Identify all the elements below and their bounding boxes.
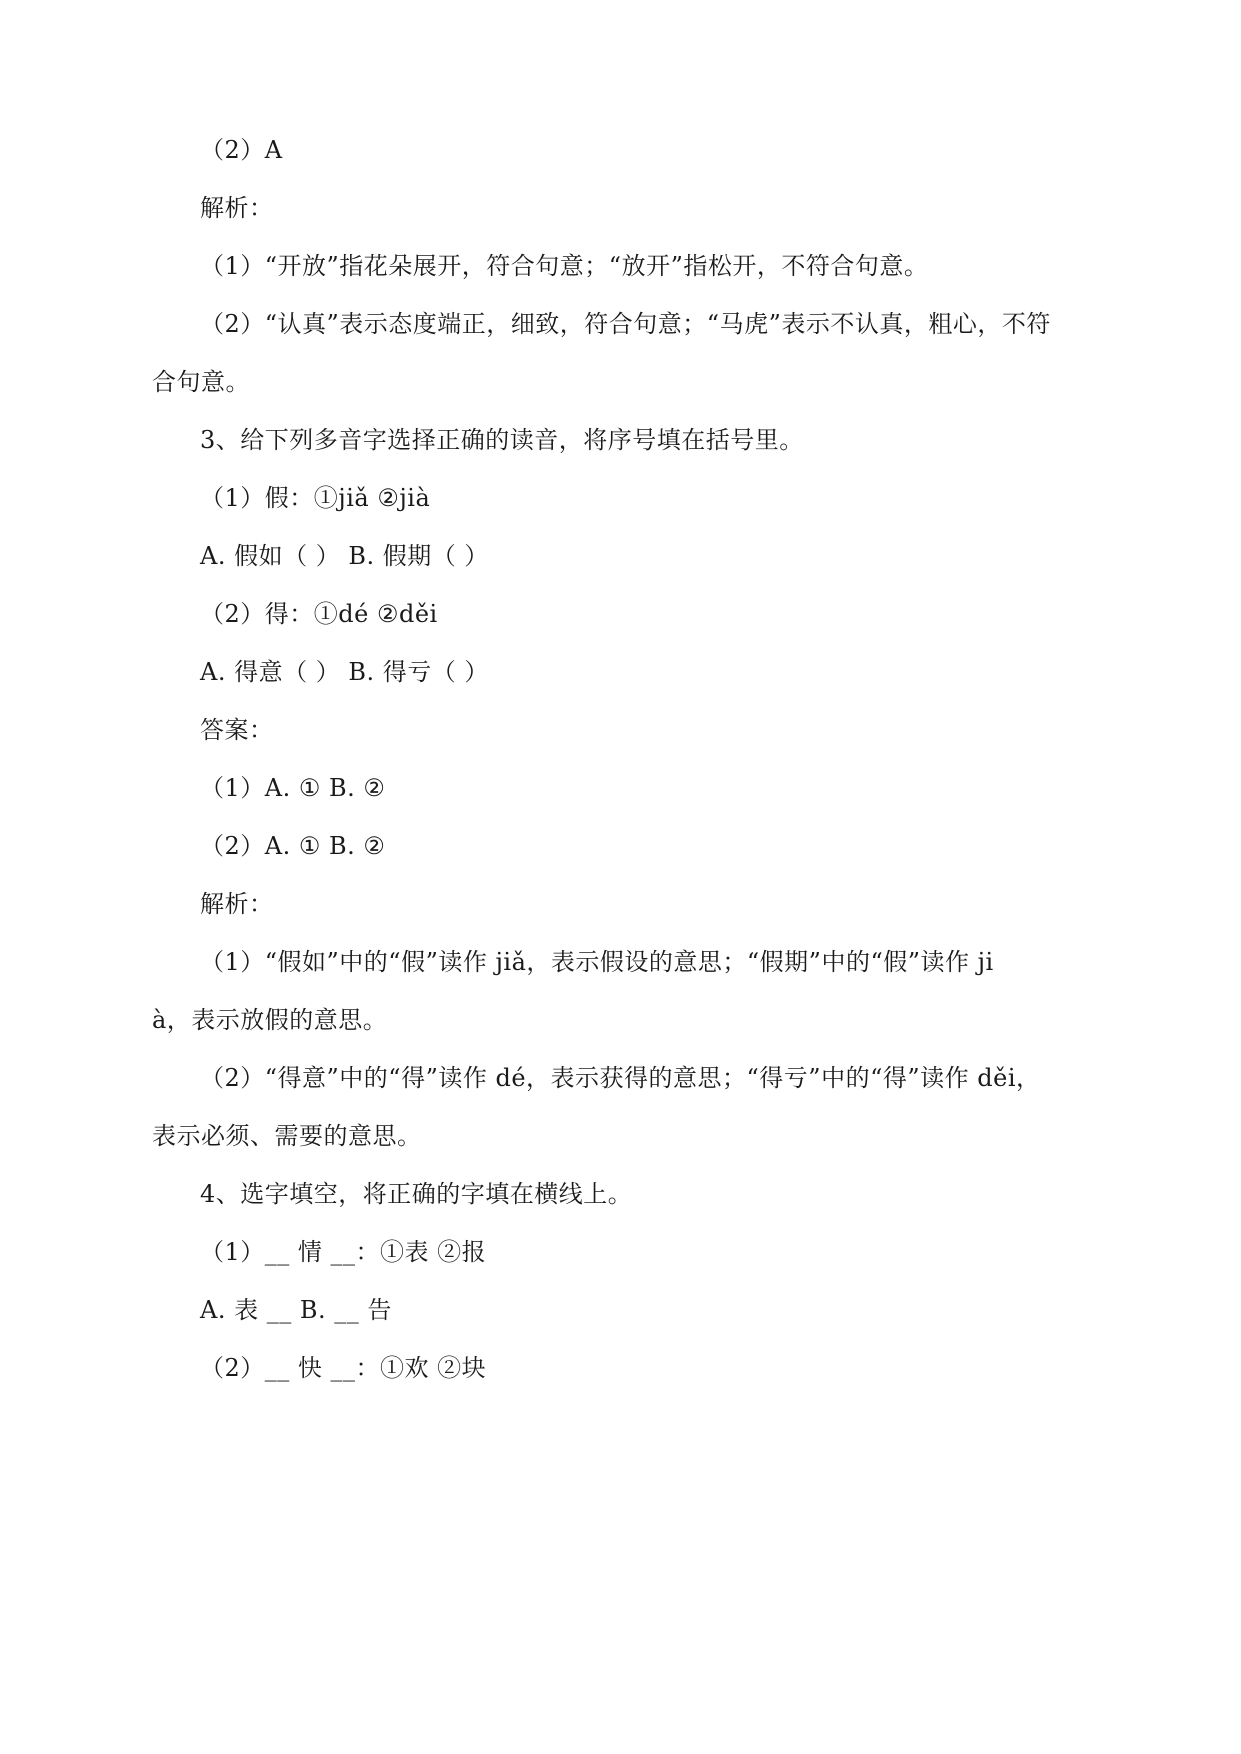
- analysis-heading: 解析：: [200, 890, 274, 918]
- analysis-line-continued: 合句意。: [152, 368, 250, 396]
- question-options: A. 得意（ ） B. 得亏（ ）: [200, 658, 489, 686]
- analysis-heading: 解析：: [200, 194, 274, 222]
- question-item: （1）__ 情 __：①表 ②报: [200, 1238, 487, 1266]
- answer-heading: 答案：: [200, 716, 274, 744]
- question-item: （2）得：①dé ②děi: [200, 600, 438, 628]
- analysis-line: （1）“开放”指花朵展开，符合句意；“放开”指松开，不符合句意。: [200, 252, 929, 280]
- answer-line: （2）A. ① B. ②: [200, 832, 386, 860]
- question-4-title: 4、选字填空，将正确的字填在横线上。: [200, 1180, 633, 1208]
- question-item: （1）假：①jiǎ ②jià: [200, 484, 431, 512]
- analysis-line: （2）“得意”中的“得”读作 dé，表示获得的意思；“得亏”中的“得”读作 děi，: [200, 1064, 1041, 1092]
- question-options: A. 假如（ ） B. 假期（ ）: [200, 542, 489, 570]
- analysis-line-continued: 表示必须、需要的意思。: [152, 1122, 422, 1150]
- answer-line: （1）A. ① B. ②: [200, 774, 386, 802]
- analysis-line: （2）“认真”表示态度端正，细致，符合句意；“马虎”表示不认真，粗心，不符: [200, 310, 1051, 338]
- analysis-line: （1）“假如”中的“假”读作 jiǎ，表示假设的意思；“假期”中的“假”读作 ji: [200, 948, 994, 976]
- question-3-title: 3、给下列多音字选择正确的读音，将序号填在括号里。: [200, 426, 804, 454]
- analysis-line-continued: à，表示放假的意思。: [152, 1006, 388, 1034]
- answer-line: （2）A: [200, 136, 283, 164]
- question-options: A. 表 __ B. __ 告: [200, 1296, 392, 1324]
- question-item: （2）__ 快 __：①欢 ②块: [200, 1354, 487, 1382]
